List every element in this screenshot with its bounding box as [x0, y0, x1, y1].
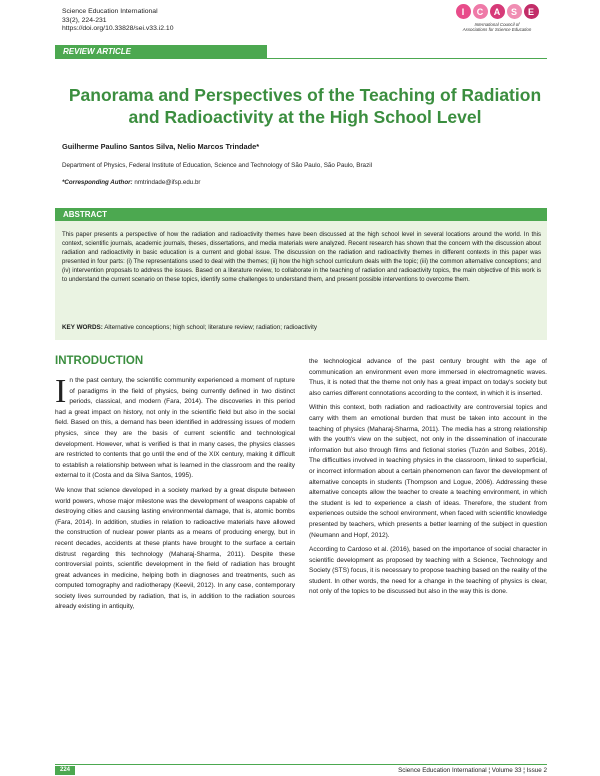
paragraph: the technological advance of the past century brought with the age of communication an environment even more immersed in electromagnetic waves. Thus, it is noted that the theme not only has a great impact on today's society but also carries different connotations according to the context, in which it is inserted.: [309, 358, 547, 397]
logo-letter: S: [507, 4, 522, 19]
keywords-label: KEY WORDS:: [62, 324, 103, 331]
article-type-banner: REVIEW ARTICLE: [55, 45, 267, 58]
footer-separator: ¦: [488, 767, 491, 774]
body-column-right: [309, 357, 547, 602]
logo-letter: E: [524, 4, 539, 19]
corresponding-author: [62, 179, 200, 186]
page-number: 224: [55, 766, 75, 775]
paragraph: According to Cardoso et al. (2016), based on the importance of social character in scientific development as proposed by teaching with a Science, Technology and Society (STS) focus, it is necessary to propose teaching based on the reality of the student. In other words, the need for a change in the teaching of physics is clear, not only of the topics to be discussed but also in the way this is done.: [309, 546, 547, 596]
body-column-left: [55, 373, 295, 617]
article-title: Panorama and Perspectives of the Teaching of Radiation and Radioactivity at the High School Level: [68, 85, 542, 127]
footer-separator: ¦: [523, 767, 525, 774]
introduction-heading: INTRODUCTION: [55, 355, 144, 367]
footer-journal: [398, 766, 547, 775]
affiliation: Department of Physics, Federal Institute of Education, Science and Technology of São Paulo, São Paulo, Brazil: [62, 162, 373, 169]
header-divider: [55, 58, 547, 59]
journal-name: Science Education International: [62, 8, 158, 15]
logo-letter: I: [456, 4, 471, 19]
corresponding-label: *Corresponding Author:: [62, 179, 133, 186]
icase-logo: [454, 4, 540, 48]
keywords: [62, 324, 317, 331]
footer-issue: Issue 2: [526, 767, 547, 774]
keywords-list: Alternative conceptions; high school; literature review; radiation; radioactivity: [104, 324, 318, 331]
footer-journal-name: Science Education International: [398, 767, 487, 774]
abstract-heading: ABSTRACT: [55, 208, 547, 221]
footer-divider: [55, 764, 547, 765]
abstract-text: This paper presents a perspective of how the radiation and radioactivity themes have been discussed at the high school level in several locations around the world. In this context, scientific journals, academic journals, theses, dissertations, and media materials were analyzed. Recent research has shown that the concern with the discussion about radiation and radioactivity in basic education is a current and global issue. The discussion on the radiation and radioactivity themes in different contexts in this paper was presented in four parts: (i) The representations used to deal with the themes; (ii) how the high school curriculum deals with the topic; (iii) the common alternative conceptions; and (iv) intervention proposals to address the issues. Based on a literature review, to collaborate in the teaching of radiation and radioactivity topics, the main objective of this work is to understand the current scenario on these topics, identify some challenges to understand them, and present possible interventions to overcome them.: [62, 231, 541, 283]
journal-volume: 33(2), 224-231: [62, 16, 107, 24]
logo-letter: C: [473, 4, 488, 19]
logo-tagline-1: International Council of: [474, 22, 520, 27]
drop-cap: I: [55, 373, 67, 410]
journal-doi[interactable]: https://doi.org/10.33828/sei.v33.i2.10: [62, 25, 174, 33]
paragraph-text: n the past century, the scientific community experienced a moment of rupture of paradigms in the field of physics, being currently defined in two distinct periods, classical, and modern (Fara, 2014). The discoveries in this period had a great impact on history, not only in the scientific field but also in the social field. Based on this, a demand has been identified in addressing issues of modern physics, since they are the basis of current scientific and technological development. However, what is verified is that in many cases, the physics classes are restricted to contents that go until the end of the XIX century, making it difficult to establish a relationship between what is learned in the classroom and the reality external to it (Costa and da Silva Santos, 1995).: [55, 377, 295, 480]
journal-info: [62, 8, 173, 34]
authors: Guilherme Paulino Santos Silva, Nelio Marcos Trindade*: [62, 142, 260, 151]
logo-tagline-2: Associations for Science Education: [462, 27, 532, 33]
footer-volume: Volume 33: [491, 767, 522, 774]
logo-letter: A: [490, 4, 505, 19]
paragraph: [55, 373, 295, 482]
paragraph: We know that science developed in a society marked by a great dispute between world powers, whose major milestone was the development of weapons capable of destroying cities and causing lasting environmental damage, that is, atomic bombs (Fara, 2014). In addition, studies in relation to radioactive materials have allowed the construction of nuclear power plants as a means of producing energy, but in recent decades, accidents at these plants have brought to the surface a certain distrust regarding this technology (Maharaj-Sharma, 2011). Despite these controversial points, scientific development in the field of radiation has brought great advances in medicine, helping both in diagnoses and treatments, such as computed tomography and radiotherapy (Keevil, 2012). In any case, contemporary society lives surrounded by radiation, that is, in addition to the radiation sources already existing in antiquity,: [55, 486, 295, 611]
corresponding-email[interactable]: nmtrindade@ifsp.edu.br: [134, 179, 201, 186]
paragraph: Within this context, both radiation and radioactivity are controversial topics and carry with them an emotional burden that must be taken into account in the teaching of physics (Maharaj-Sharma, 2011). The media has a strong relationship with the youth's view on the subject, not only in the dissemination of inaccurate information but also through films and fictional stories (Tuzón and Solbes, 2016). The difficulties involved in teaching physics in the classroom, linked to superficial, or incorrect information about a certain phenomenon can favor the development of alternative concepts in students (Thompson and Logue, 2006). Addressing these alternative concepts allow the teacher to create a teaching environment, in which the student is led to experience a clash of ideas. Therefore, the student from experiences outside the school environment, when faced with scientific knowledge presented by teachers, which presents a better learning of the subject in question (Neumann and Hopf, 2012).: [309, 404, 547, 539]
